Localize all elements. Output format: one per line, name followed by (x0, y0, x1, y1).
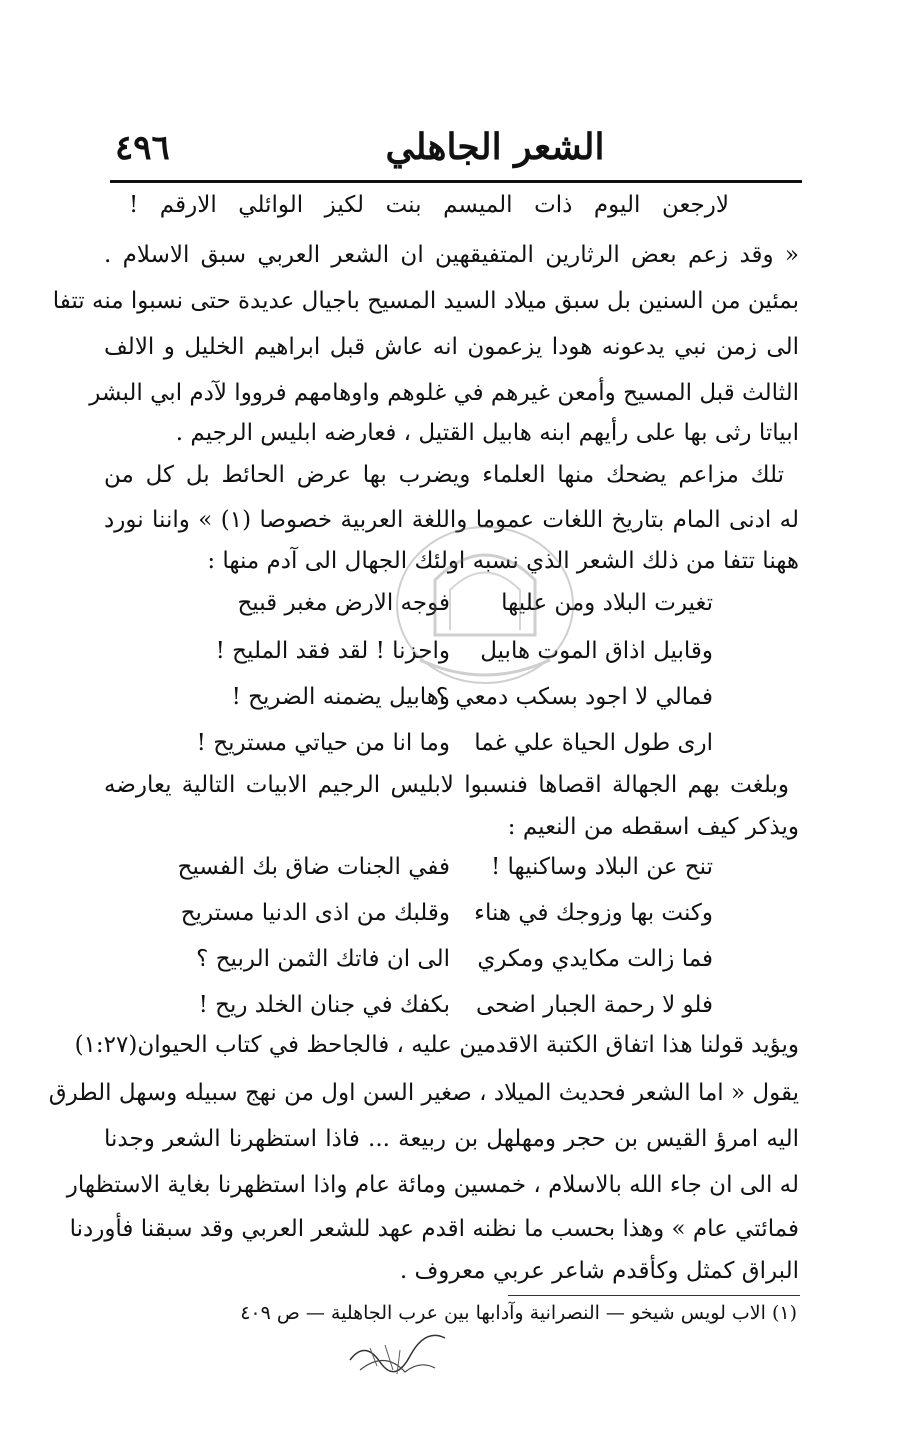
opening-verse-line: لارجعن اليوم ذات الميسم بنت لكيز الوائلي الارقم ! (129, 192, 729, 218)
verse-hemistich-first: تنح عن البلاد وساكنيها ! (490, 854, 713, 880)
library-stamp-watermark (390, 520, 580, 690)
body-line: فمائتي عام » وهذا بحسب ما نظنه اقدم عهد للشعر العربي وقد سبقنا فأوردنا (69, 1216, 799, 1242)
verse-hemistich-first: وقابيل اذاق الموت هابيل (480, 638, 713, 664)
header-rule (110, 180, 802, 183)
body-line: الثالث قبل المسيح وأمعن غيرهم في غلوهم واوهامهم فرووا لآدم ابي البشر (89, 380, 799, 406)
body-line: ويؤيد قولنا هذا اتفاق الكتبة الاقدمين عليه ، فالجاحظ في كتاب الحيوان(١:٢٧) (74, 1032, 799, 1058)
verse-hemistich-second: وهابيل يضمنه الضريح ! (231, 684, 450, 710)
body-line: ويذكر كيف اسقطه من النعيم : (507, 814, 799, 840)
body-line: وبلغت بهم الجهالة اقصاها فنسبوا لابليس الرجيم الابيات التالية يعارضه (104, 772, 789, 798)
verse-hemistich-second: ففي الجنات ضاق بك الفسيح (177, 854, 450, 880)
body-line: له الى ان جاء الله بالاسلام ، خمسين ومائة عام واذا استظهرنا بغاية الاستظهار (66, 1172, 799, 1198)
page-number: ٤٩٦ (115, 128, 170, 168)
verse-hemistich-second: واحزنا ! لقد فقد المليح ! (215, 638, 450, 664)
verse-hemistich-first: تغيرت البلاد ومن عليها (501, 590, 713, 616)
body-line: الى زمن نبي يدعونه هودا يزعمون انه عاش قبل ابراهيم الخليل و الالف (104, 334, 799, 360)
handwritten-scribble (345, 1330, 455, 1378)
body-line: البراق كمثل وكأقدم شاعر عربي معروف . (399, 1258, 799, 1284)
verse-hemistich-second: وقلبك من اذى الدنيا مستريح (180, 900, 450, 926)
body-line: يقول « اما الشعر فحديث الميلاد ، صغير السن اول من نهج سبيله وسهل الطرق (48, 1080, 799, 1106)
verse-hemistich-second: بكفك في جنان الخلد ريح ! (198, 992, 450, 1018)
verse-hemistich-first: فلو لا رحمة الجبار اضحى (475, 992, 713, 1018)
verse-hemistich-first: فما زالت مكايدي ومكري (477, 946, 713, 972)
verse-hemistich-first: وكنت بها وزوجك في هناء (474, 900, 713, 926)
page-header (115, 120, 805, 182)
verse-hemistich-second: فوجه الارض مغبر قبيح (237, 590, 450, 616)
footnote: (١) الاب لويس شيخو — النصرانية وآدابها بين عرب الجاهلية — ص ٤٠٩ (240, 1302, 797, 1324)
running-title: الشعر الجاهلي (385, 126, 605, 168)
body-line: اليه امرؤ القيس بن حجر ومهلهل بن ربيعة ... فاذا استظهرنا الشعر وجدنا (104, 1126, 799, 1152)
body-line: « وقد زعم بعض الرثارين المتفيقهين ان الشعر العربي سبق الاسلام . (104, 242, 799, 268)
verse-hemistich-second: وما انا من حياتي مستريح ! (196, 730, 450, 756)
body-line: ههنا تتفا من ذلك الشعر الذي نسبه اولئك الجهال الى آدم منها : (207, 548, 799, 574)
verse-hemistich-first: ارى طول الحياة علي غما (474, 730, 713, 756)
body-line: بمئين من السنين بل سبق ميلاد السيد المسيح باجيال عديدة حتى نسبوا منه تتفا (52, 288, 799, 314)
body-line: له ادنى المام بتاريخ اللغات عموما واللغة العربية خصوصا (١) » واننا نورد (104, 507, 799, 533)
verse-hemistich-second: الى ان فاتك الثمن الربيح ؟ (196, 946, 450, 972)
body-line: ابياتا رثى بها على رأيهم ابنه هابيل القتيل ، فعارضه ابليس الرجيم . (175, 420, 799, 446)
verse-hemistich-first: فمالي لا اجود بسكب دمعي ؟ (435, 684, 713, 710)
footnote-rule (508, 1295, 800, 1296)
body-line: تلك مزاعم يضحك منها العلماء ويضرب بها عرض الحائط بل كل من (104, 462, 784, 488)
